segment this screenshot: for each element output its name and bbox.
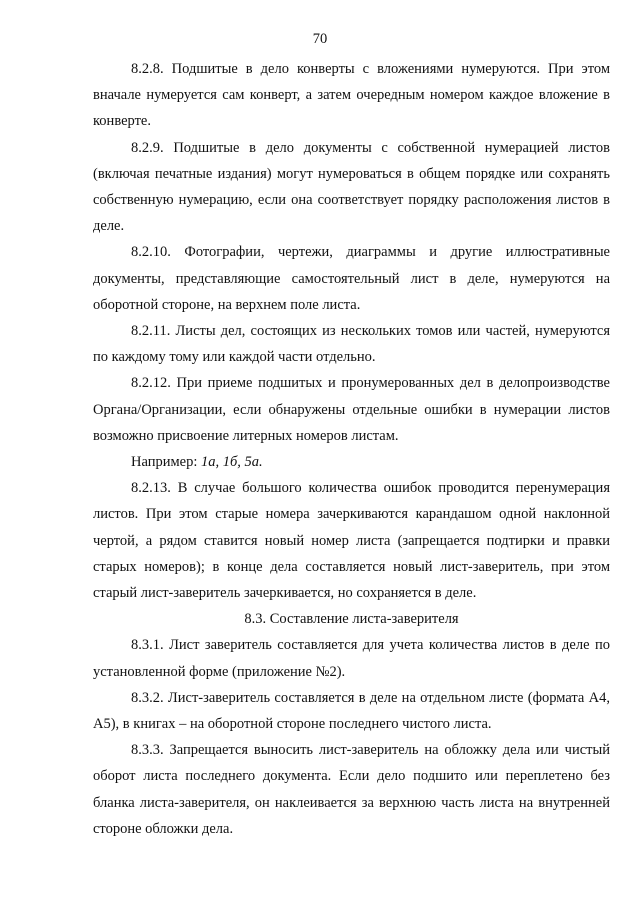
- paragraph-8-2-10: 8.2.10. Фотографии, чертежи, диаграммы и другие иллюстративные документы, представляющие самостоятельный лист в деле, нумеруются на оборотной стороне, на верхнем поле листа.: [93, 244, 610, 313]
- page-number: 70: [312, 31, 328, 47]
- paragraph-8-3-2: 8.3.2. Лист-заверитель составляется в деле на отдельном листе (формата А4, А5), в книгах – на оборотной стороне последнего чистого листа.: [93, 689, 610, 733]
- paragraph-8-3-1: 8.3.1. Лист заверитель составляется для учета количества листов в деле по установленной форме (приложение №2).: [93, 637, 610, 680]
- paragraph-8-2-12: 8.2.12. При приеме подшитых и пронумерованных дел в делопроизводстве Органа/Организации, если обнаружены отдельные ошибки в нумерации листов возможно присвоение литерных номеров листам.: [93, 375, 610, 444]
- paragraph-8-2-13: 8.2.13. В случае большого количества ошибок проводится перенумерация листов. При этом старые номера зачеркиваются карандашом одной наклонной чертой, а рядом ставится новый номер листа (запрещается подтирки и правки старых номеров); в конце дела составляется новый лист-заверитель, при этом старый лист-заверитель зачеркивается, но сохраняется в деле.: [93, 480, 610, 602]
- paragraph-8-2-8: 8.2.8. Подшитые в дело конверты с вложениями нумеруются. При этом вначале нумеруется сам конверт, а затем очередным номером каждое вложение в конверте.: [93, 61, 610, 130]
- example-label: Например:: [131, 454, 198, 471]
- paragraph-8-2-11: 8.2.11. Листы дел, состоящих из нескольких томов или частей, нумеруются по каждому тому или каждой части отдельно.: [93, 323, 610, 366]
- document-body: [93, 56, 610, 842]
- example-values: 1а, 1б, 5а.: [201, 454, 263, 471]
- section-title: 8.3. Составление листа-заверителя: [244, 611, 459, 628]
- paragraph-8-2-9: 8.2.9. Подшитые в дело документы с собственной нумерацией листов (включая печатные издания) могут нумероваться в общем порядке или сохранять собственную нумерацию, если она соответствует порядку расположения листов в деле.: [93, 139, 610, 235]
- paragraph-8-3-3: 8.3.3. Запрещается выносить лист-заверитель на обложку дела или чистый оборот листа последнего документа. Если дело подшито или переплетено без бланка листа-заверителя, он наклеивается за верхнюю часть листа на внутренней стороне обложки дела.: [93, 742, 610, 837]
- example-line: [93, 449, 610, 475]
